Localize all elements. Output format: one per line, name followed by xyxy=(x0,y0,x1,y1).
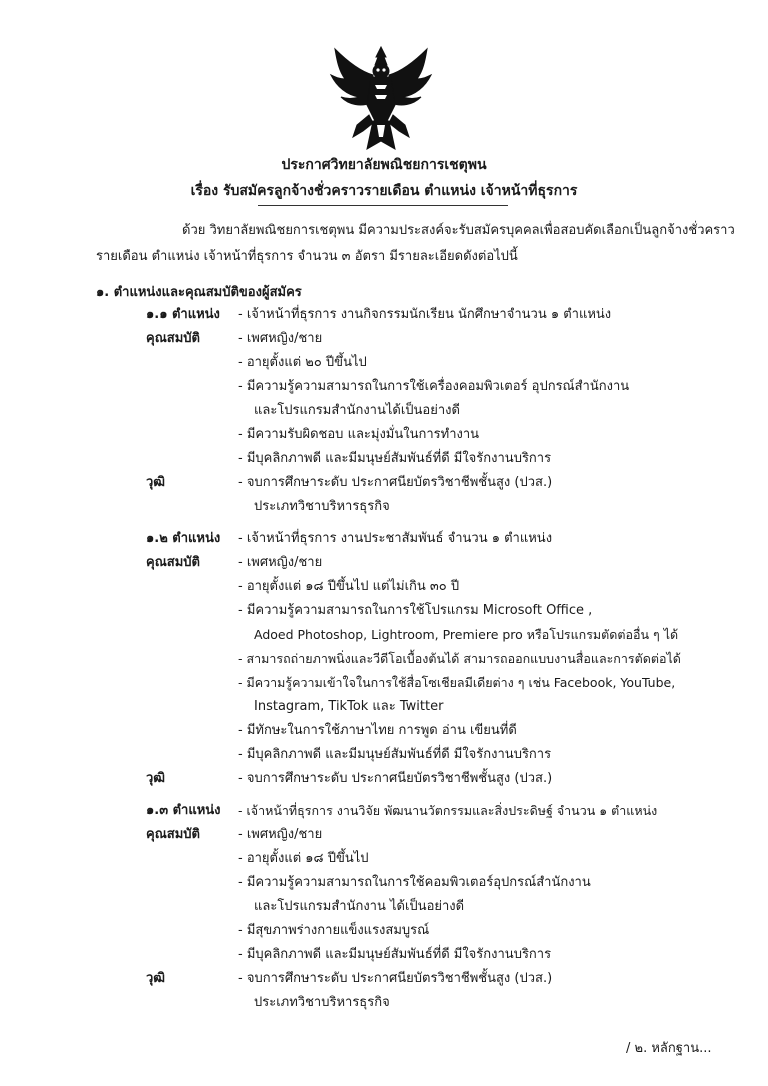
position-2-qual: Instagram, TikTok และ Twitter xyxy=(254,699,444,714)
position-1-edu: ประเภทวิชาบริหารธุรกิจ xyxy=(254,499,390,514)
position-2-qual: Adoed Photoshop, Lightroom, Premiere pro หรือโปรแกรมตัดต่ออื่น ๆ ได้ xyxy=(254,627,679,642)
position-1-qual: - อายุตั้งแต่ ๒๐ ปีขึ้นไป xyxy=(238,355,367,370)
position-2-qual: - มีทักษะในการใช้ภาษาไทย การพูด อ่าน เขียนที่ดี xyxy=(238,723,517,738)
intro-line-2: รายเดือน ตำแหน่ง เจ้าหน้าที่ธุรการ จำนวน ๓ อัตรา มีรายละเอียดดังต่อไปนี้ xyxy=(96,249,518,264)
position-2-qual: - มีบุคลิกภาพดี และมีมนุษย์สัมพันธ์ที่ดี มีใจรักงานบริการ xyxy=(238,747,552,762)
position-1-qual-label: คุณสมบัติ xyxy=(146,331,200,346)
position-2-qual: - อายุตั้งแต่ ๑๘ ปีขึ้นไป แต่ไม่เกิน ๓๐ ปี xyxy=(238,579,460,594)
position-1-edu-label: วุฒิ xyxy=(146,475,166,490)
position-2-qual: - เพศหญิง/ชาย xyxy=(238,555,323,570)
position-1-qual: - มีบุคลิกภาพดี และมีมนุษย์สัมพันธ์ที่ดี มีใจรักงานบริการ xyxy=(238,451,552,466)
position-3-qual: - มีความรู้ความสามารถในการใช้คอมพิวเตอร์อุปกรณ์สำนักงาน xyxy=(238,875,591,890)
position-2-title: - เจ้าหน้าที่ธุรการ งานประชาสัมพันธ์ จำนวน ๑ ตำแหน่ง xyxy=(238,531,553,546)
position-3-qual: - มีสุขภาพร่างกายแข็งแรงสมบูรณ์ xyxy=(238,923,430,938)
position-3-title: - เจ้าหน้าที่ธุรการ งานวิจัย พัฒนานวัตกรรมและสิ่งประดิษฐ์ จำนวน ๑ ตำแหน่ง xyxy=(238,803,658,818)
position-2-qual: - มีความรู้ความสามารถในการใช้โปรแกรม Microsoft Office , xyxy=(238,603,593,618)
position-1-qual: - มีความรับผิดชอบ และมุ่งมั่นในการทำงาน xyxy=(238,427,480,442)
position-1-qual: - มีความรู้ความสามารถในการใช้เครื่องคอมพิวเตอร์ อุปกรณ์สำนักงาน xyxy=(238,379,630,394)
garuda-emblem xyxy=(329,45,433,153)
position-3-qual: - อายุตั้งแต่ ๑๘ ปีขึ้นไป xyxy=(238,851,369,866)
position-1-title: - เจ้าหน้าที่ธุรการ งานกิจกรรมนักเรียน นักศึกษาจำนวน ๑ ตำแหน่ง xyxy=(238,307,612,322)
position-3-edu: ประเภทวิชาบริหารธุรกิจ xyxy=(254,995,390,1010)
position-2-edu-label: วุฒิ xyxy=(146,771,166,786)
position-1-qual: - เพศหญิง/ชาย xyxy=(238,331,323,346)
subject-underline xyxy=(258,205,508,206)
section-1-heading: ๑. ตำแหน่งและคุณสมบัติของผู้สมัคร xyxy=(96,285,302,300)
position-2-qual: - มีความรู้ความเข้าใจในการใช้สื่อโซเชียลมีเดียต่าง ๆ เช่น Facebook, YouTube, xyxy=(238,675,676,690)
position-2-qual: - สามารถถ่ายภาพนิ่งและวีดีโอเบื้องต้นได้ สามารถออกแบบงานสื่อและการตัดต่อได้ xyxy=(238,651,681,666)
position-3-qual: - มีบุคลิกภาพดี และมีมนุษย์สัมพันธ์ที่ดี มีใจรักงานบริการ xyxy=(238,947,552,962)
position-1-label: ๑.๑ ตำแหน่ง xyxy=(146,307,220,322)
position-3-qual-label: คุณสมบัติ xyxy=(146,827,200,842)
document-title: ประกาศวิทยาลัยพณิชยการเชตุพน xyxy=(281,157,487,173)
intro-line-1: ด้วย วิทยาลัยพณิชยการเชตุพน มีความประสงค์จะรับสมัครบุคคลเพื่อสอบคัดเลือกเป็นลูกจ้างชั่วคราว xyxy=(182,223,735,238)
position-3-qual: และโปรแกรมสำนักงาน ได้เป็นอย่างดี xyxy=(254,899,465,914)
position-3-edu: - จบการศึกษาระดับ ประกาศนียบัตรวิชาชีพชั้นสูง (ปวส.) xyxy=(238,971,553,986)
position-2-qual-label: คุณสมบัติ xyxy=(146,555,200,570)
position-2-label: ๑.๒ ตำแหน่ง xyxy=(146,531,221,546)
position-1-edu: - จบการศึกษาระดับ ประกาศนียบัตรวิชาชีพชั้นสูง (ปวส.) xyxy=(238,475,553,490)
position-1-qual: และโปรแกรมสำนักงานได้เป็นอย่างดี xyxy=(254,403,460,418)
document-subject: เรื่อง รับสมัครลูกจ้างชั่วคราวรายเดือน ตำแหน่ง เจ้าหน้าที่ธุรการ xyxy=(190,183,578,199)
position-2-edu: - จบการศึกษาระดับ ประกาศนียบัตรวิชาชีพชั้นสูง (ปวส.) xyxy=(238,771,553,786)
position-3-label: ๑.๓ ตำแหน่ง xyxy=(146,803,221,818)
position-3-edu-label: วุฒิ xyxy=(146,971,166,986)
position-3-qual: - เพศหญิง/ชาย xyxy=(238,827,323,842)
page-continuation: / ๒. หลักฐาน... xyxy=(626,1041,712,1056)
